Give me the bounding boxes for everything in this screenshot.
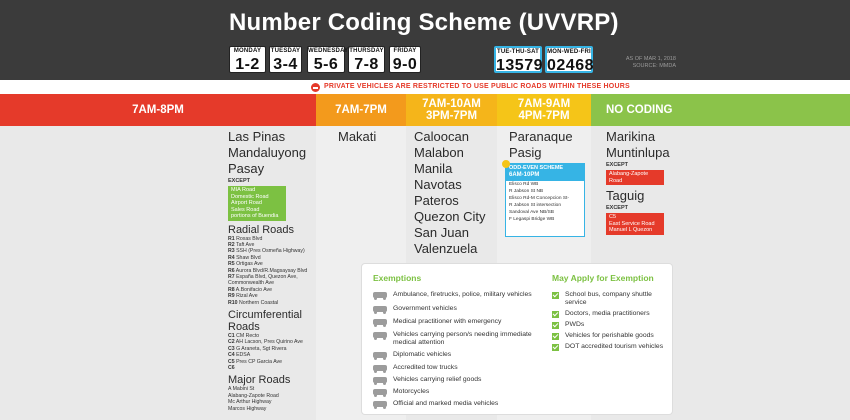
except-label: EXCEPT [606, 205, 629, 211]
except-item: Domestic Road [231, 193, 269, 200]
plate-odd [494, 46, 542, 73]
road-name: Commonwealth Ave [228, 280, 275, 287]
band-7am-7pm [316, 94, 406, 126]
may-apply-text: DOT accredited tourism vehicles [565, 343, 664, 350]
plate-day: MONDAY [233, 48, 262, 54]
exemption-item [373, 364, 548, 372]
column-3-list [414, 129, 486, 257]
road-name: CM Recto [236, 332, 260, 339]
odd-even-road: Elisco Rd WB [509, 182, 539, 187]
road-name: Shaw Blvd [236, 254, 261, 261]
city-name: Makati [338, 129, 377, 144]
exemption-item [373, 305, 548, 313]
city-name: Muntinlupa [606, 145, 670, 160]
band-split-2 [497, 94, 591, 126]
except-item: Airport Road [231, 200, 262, 206]
road-name: A.Bonifacio Ave [235, 286, 273, 293]
city-name: Caloocan [414, 129, 469, 144]
except-item: C5 [609, 214, 617, 220]
road-name: Ortigas Ave [236, 261, 263, 268]
exemption-text: Government vehicles [393, 305, 457, 312]
odd-even-hours: 6AM-10PM [509, 172, 540, 178]
except-box [606, 213, 664, 235]
city-name: Pateros [414, 193, 459, 208]
road-name: Taft Ave [236, 241, 255, 248]
road-code: C5 [228, 358, 235, 365]
road-code: C2 [228, 339, 235, 346]
road-name: G Araneta, Sgt Rivera [236, 345, 287, 352]
exemption-text: Accredited tow trucks [393, 364, 458, 371]
may-apply-item [552, 343, 664, 351]
exemption-text: Medical practitioner with emergency [393, 318, 502, 325]
exemptions-title: Exemptions [373, 273, 422, 283]
road-name: SSH (Pres Osmeña Highway) [236, 248, 305, 255]
band-label-line1: 7AM-9AM [517, 98, 571, 110]
city-name: Marikina [606, 129, 656, 144]
plate-day: THURSDAY [349, 48, 384, 54]
road-code: R4 [228, 254, 235, 261]
column-2-list [338, 129, 376, 145]
band-label-line2: 4PM-7PM [518, 110, 570, 122]
road-code: R1 [228, 235, 235, 242]
may-apply-item [552, 332, 664, 340]
tow-truck-icon [373, 365, 387, 371]
circumferential-roads-title: Circumferential Roads [228, 308, 302, 333]
band-split-1 [406, 94, 497, 126]
except-item: Alabang-Zapote Road [609, 171, 649, 184]
plate-day: FRIDAY [393, 48, 417, 54]
city-name: Pasig [509, 145, 542, 160]
city-name: Quezon City [414, 209, 486, 224]
road-item: Mc Arthur Highway [228, 399, 272, 406]
may-apply-title: May Apply for Exemption [552, 273, 654, 283]
exemption-item [373, 318, 548, 326]
city-name: Pasay [228, 161, 265, 176]
except-item: portions of Buendia [231, 213, 279, 219]
road-code: R3 [228, 248, 235, 255]
plate-friday [389, 46, 421, 73]
road-name: Rizal Ave [236, 293, 258, 300]
exemption-text: Ambulance, firetrucks, police, military vehicles [393, 291, 532, 298]
except-label: EXCEPT [228, 178, 251, 184]
plate-numbers: 3-4 [273, 56, 298, 73]
truck-icon [373, 377, 387, 383]
plate-thursday [348, 46, 385, 73]
road-code: R10 [228, 299, 238, 306]
city-name: Las Pinas [228, 129, 286, 144]
city-name: Navotas [414, 177, 462, 192]
odd-even-scheme-box [505, 163, 585, 237]
band-label: 7AM-7PM [335, 104, 387, 116]
car-icon [373, 352, 387, 358]
road-code: C6 [228, 365, 235, 371]
plate-day: WEDNESDAY [308, 48, 349, 54]
may-apply-text: PWDs [565, 321, 585, 328]
except-box [606, 170, 664, 185]
odd-even-road: Elisco Rd-M Concepcion St- [509, 196, 569, 201]
city-name: Manila [414, 161, 453, 176]
road-item [228, 365, 316, 371]
van-icon [373, 401, 387, 407]
may-apply-text: School bus, company shuttle service [565, 291, 652, 306]
road-item: Alabang-Zapote Road [228, 392, 279, 399]
city-name: Valenzuela [414, 241, 478, 256]
exemption-text: Official and marked media vehicles [393, 400, 499, 407]
road-name: AH Lacson, Pres Quirino Ave [235, 339, 303, 346]
odd-even-label: ODD-EVEN SCHEME [509, 165, 564, 171]
as-of-date: AS OF MAR 1, 2018 [625, 56, 676, 62]
plate-even [545, 46, 593, 73]
column-5-list [606, 129, 696, 235]
motorcycle-icon [373, 389, 387, 395]
road-name: Aurora Blvd/R.Magsaysay Blvd [235, 267, 308, 274]
city-name: Mandaluyong [228, 145, 307, 160]
exemption-item [373, 400, 548, 408]
plate-day: MON-WED-FRI [547, 49, 591, 55]
column-4-list [509, 129, 573, 161]
road-item: A Mabini St [228, 386, 255, 393]
plate-numbers: 02468 [547, 57, 594, 74]
road-name: España Blvd, Quezon Ave, [236, 273, 298, 280]
except-item: East Service Road [609, 220, 655, 227]
plate-numbers: 1-2 [235, 56, 260, 73]
road-code: R2 [228, 241, 235, 248]
road-code: C3 [228, 345, 235, 352]
plate-numbers: 9-0 [392, 56, 418, 73]
road-item [228, 300, 316, 306]
plate-day: TUESDAY [270, 48, 301, 54]
band-label: NO CODING [606, 104, 673, 116]
may-apply-item [552, 291, 664, 306]
road-code: C1 [228, 332, 235, 339]
car-icon [373, 332, 387, 338]
plate-numbers: 13579 [496, 57, 543, 74]
plate-numbers: 7-8 [354, 56, 379, 73]
odd-even-road: F Legaspi Bridge WB [509, 217, 555, 222]
may-apply-text: Vehicles for perishable goods [565, 332, 654, 339]
band-label-line2: 3PM-7PM [425, 110, 478, 122]
exemption-item [373, 331, 533, 346]
check-icon [552, 344, 559, 351]
odd-even-road: R Jabson St intersection [509, 203, 561, 208]
city-name: San Juan [414, 225, 469, 240]
car-icon [373, 306, 387, 312]
plus-badge-icon [502, 160, 510, 168]
exemption-item [373, 376, 548, 384]
as-of-note [620, 56, 676, 70]
may-apply-item [552, 321, 664, 329]
band-no-coding [591, 94, 850, 126]
odd-even-road: Sandoval Ave NB/SB [509, 210, 554, 215]
check-icon [552, 311, 559, 318]
band-label: 7AM-8PM [132, 104, 184, 116]
check-icon [552, 322, 559, 329]
road-name: Northern Coastal [238, 299, 279, 306]
odd-even-road: R Jabson St NB [509, 189, 544, 194]
road-name: Roxas Blvd [236, 235, 263, 242]
road-code: R5 [228, 261, 235, 268]
source-note: SOURCE: MMDA [632, 63, 676, 69]
road-code: C4 [228, 352, 235, 359]
radial-roads-title: Radial Roads [228, 223, 295, 236]
plate-day: TUE-THU-SAT [496, 49, 540, 55]
may-apply-item [552, 310, 664, 318]
column-1-list [228, 129, 316, 412]
except-box [228, 186, 286, 221]
plate-numbers: 5-6 [313, 56, 339, 73]
road-item: Marcos Highway [228, 405, 267, 412]
road-code: R6 [228, 267, 235, 274]
may-apply-text: Doctors, media practitioners [565, 310, 650, 317]
except-item: MIA Road [231, 187, 256, 193]
check-icon [552, 292, 559, 299]
restriction-notice: PRIVATE VEHICLES ARE RESTRICTED TO USE PUBLIC ROADS WITHIN THESE HOURS [324, 83, 630, 90]
car-icon [373, 319, 387, 325]
except-item: Manuel L Quezon [609, 227, 653, 233]
exemption-text: Diplomatic vehicles [393, 351, 452, 358]
city-name: Paranaque [509, 129, 573, 144]
band-label-line1: 7AM-10AM [422, 98, 481, 110]
odd-even-header [506, 164, 584, 181]
exemption-item [373, 388, 548, 396]
exemption-text: Vehicles carrying person/s needing immediate medical attention [393, 331, 532, 346]
band-7am-8pm [0, 94, 316, 126]
road-name: EDSA [236, 352, 251, 359]
plate-wednesday [307, 46, 349, 73]
city-name: Taguig [606, 188, 645, 203]
exemption-text: Vehicles carrying relief goods [393, 376, 482, 383]
check-icon [552, 333, 559, 340]
road-code: R7 [228, 273, 235, 280]
exemption-text: Motorcycles [393, 388, 430, 395]
exemption-item [373, 291, 548, 299]
ambulance-icon [373, 292, 387, 298]
road-code: R9 [228, 293, 235, 300]
page-title: Number Coding Scheme (UVVRP) [229, 9, 619, 36]
road-code: R8 [228, 286, 235, 293]
plate-monday [229, 46, 266, 73]
road-name: Pres CP Garcia Ave [236, 358, 283, 365]
except-item: Sales Road [231, 206, 260, 213]
plate-tuesday [269, 46, 302, 73]
exemption-item [373, 351, 548, 359]
except-label: EXCEPT [606, 162, 629, 168]
no-entry-icon [311, 83, 320, 92]
city-name: Malabon [414, 145, 464, 160]
major-roads-title: Major Roads [228, 374, 291, 387]
